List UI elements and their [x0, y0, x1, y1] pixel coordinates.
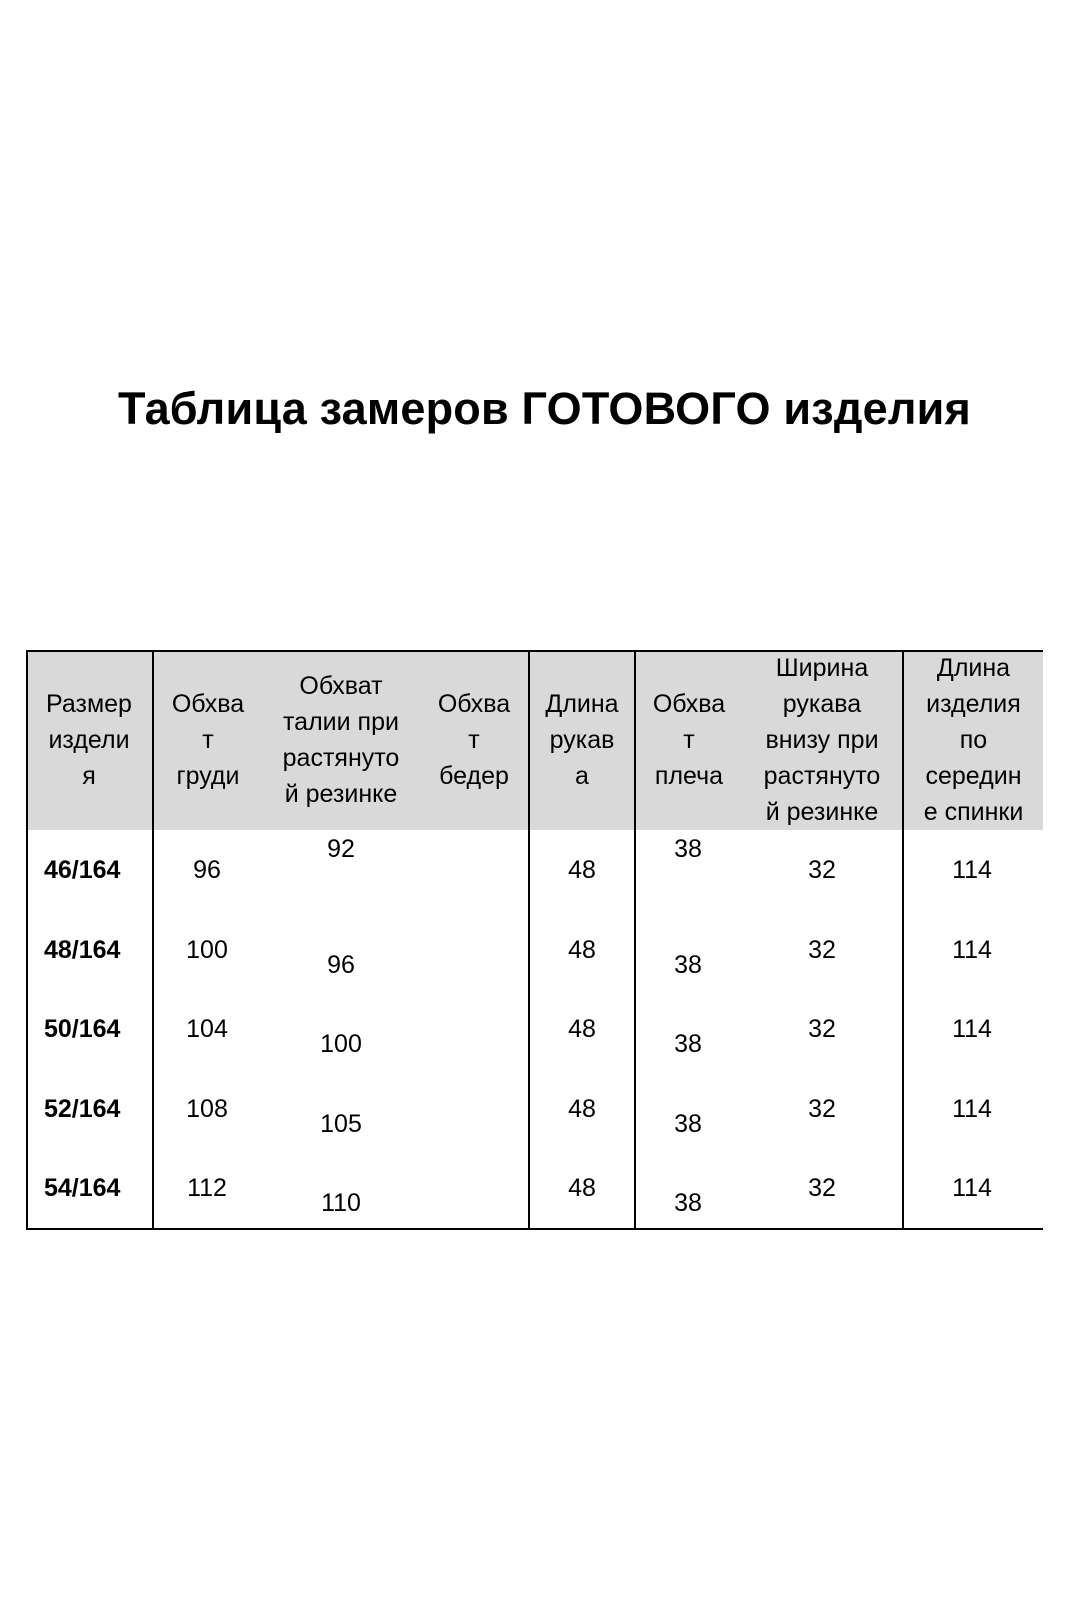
cell-sleeve-bottom: 32 — [808, 1174, 836, 1202]
cell-waist: 96 — [327, 951, 355, 979]
header-waist: Обхват талии при растянуто й резинке — [282, 672, 400, 808]
header-hips: Обхва т бедер — [437, 690, 511, 790]
cell-waist: 105 — [320, 1110, 362, 1138]
table-row-size: 48/164 — [44, 936, 121, 964]
cell-length: 114 — [952, 1095, 992, 1123]
page-title: Таблица замеров ГОТОВОГО изделия — [118, 383, 971, 434]
cell-chest: 104 — [186, 1015, 228, 1043]
table-bottom-border — [26, 1228, 1043, 1230]
cell-sleeve-bottom: 32 — [808, 1015, 836, 1043]
table-row-size: 52/164 — [44, 1095, 121, 1123]
cell-shoulder: 38 — [674, 951, 702, 979]
cell-chest: 108 — [186, 1095, 228, 1123]
cell-waist: 110 — [321, 1189, 361, 1217]
cell-sleeve-bottom: 32 — [808, 1095, 836, 1123]
cell-shoulder: 38 — [674, 1030, 702, 1058]
cell-chest: 112 — [187, 1174, 227, 1202]
cell-chest: 96 — [193, 856, 221, 884]
cell-sleeve-length: 48 — [568, 1174, 596, 1202]
cell-waist: 92 — [327, 835, 355, 863]
column-divider — [26, 650, 28, 1230]
cell-sleeve-length: 48 — [568, 936, 596, 964]
column-divider — [528, 650, 530, 1230]
header-shoulder: Обхва т плеча — [652, 690, 726, 790]
cell-sleeve-length: 48 — [568, 1095, 596, 1123]
cell-length: 114 — [952, 1015, 992, 1043]
header-chest: Обхва т груди — [171, 690, 245, 790]
cell-shoulder: 38 — [674, 835, 702, 863]
cell-chest: 100 — [186, 936, 228, 964]
table-row-size: 54/164 — [44, 1174, 121, 1202]
cell-sleeve-bottom: 32 — [808, 936, 836, 964]
column-divider — [634, 650, 636, 1230]
header-length: Длина изделия по середин е спинки — [923, 654, 1024, 826]
cell-sleeve-bottom: 32 — [808, 856, 836, 884]
cell-shoulder: 38 — [674, 1110, 702, 1138]
column-divider — [902, 650, 904, 1230]
table-row-size: 46/164 — [44, 856, 121, 884]
table-row-size: 50/164 — [44, 1015, 121, 1043]
cell-length: 114 — [952, 936, 992, 964]
size-table — [26, 650, 1043, 1230]
header-sleeve-length: Длина рукав а — [545, 690, 619, 790]
cell-length: 114 — [952, 856, 992, 884]
header-sleeve-bottom: Ширина рукава внизу при растянуто й резинке — [763, 654, 881, 826]
cell-shoulder: 38 — [674, 1189, 702, 1217]
table-top-border — [26, 650, 1043, 652]
cell-length: 114 — [952, 1174, 992, 1202]
cell-sleeve-length: 48 — [568, 1015, 596, 1043]
cell-waist: 100 — [320, 1030, 362, 1058]
cell-sleeve-length: 48 — [568, 856, 596, 884]
header-size: Размер издели я — [46, 690, 132, 790]
